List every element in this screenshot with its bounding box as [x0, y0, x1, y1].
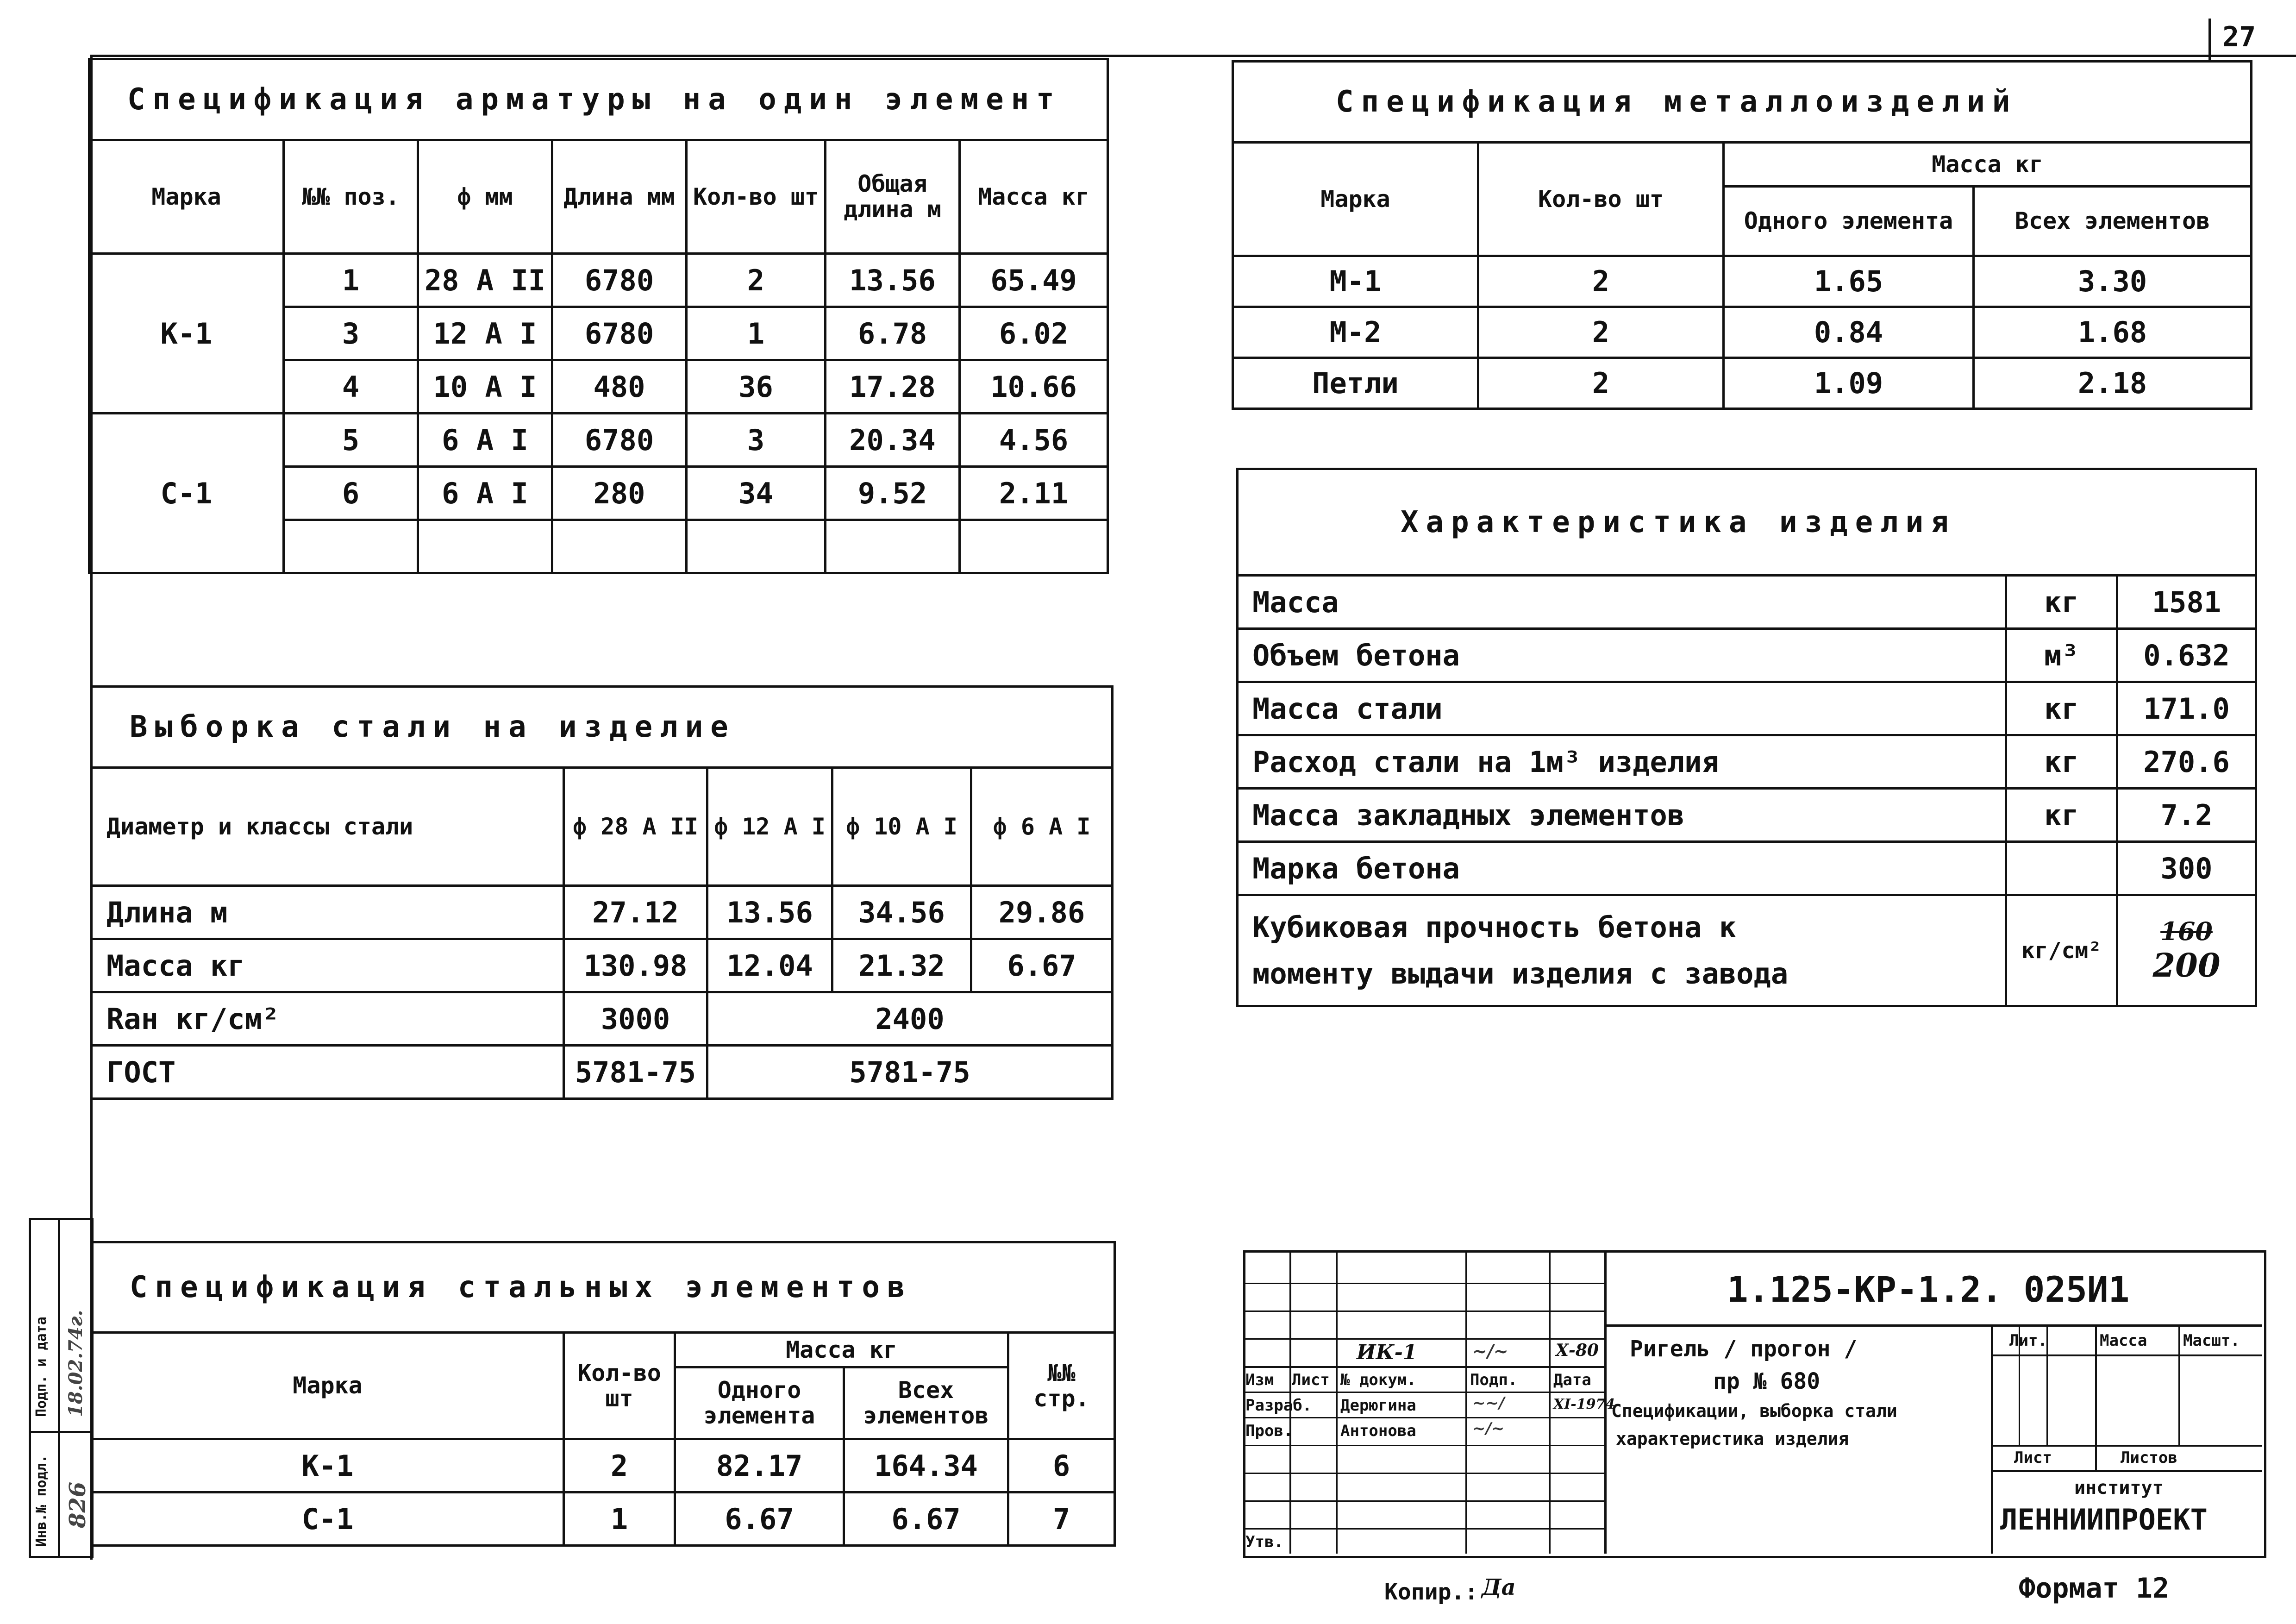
empty-cell — [687, 520, 826, 573]
label-sheet: Лист — [2014, 1448, 2052, 1467]
se-header-one: Одного элемента — [675, 1367, 844, 1439]
table-cell: 1.09 — [1724, 358, 1974, 409]
characteristic-value: 7.2 — [2117, 789, 2256, 842]
table-cell: 7 — [1008, 1492, 1115, 1546]
characteristic-unit — [2006, 842, 2117, 895]
table-cell: 5781-75 — [707, 1046, 1113, 1099]
empty-cell — [284, 520, 418, 573]
steel-header-label: Диаметр и классы стали — [92, 768, 564, 886]
table-cell: 0.84 — [1724, 307, 1974, 358]
table-cell: 6780 — [552, 307, 687, 360]
table-cell: 6780 — [552, 414, 687, 467]
characteristic-unit: м³ — [2006, 629, 2117, 682]
label-sheets: Листов — [2121, 1448, 2177, 1467]
table-cell: 2 — [1478, 358, 1724, 409]
inv-label: Инв.№ подл. — [33, 1455, 50, 1547]
table-cell: 1.68 — [1974, 307, 2252, 358]
armature-table — [88, 58, 1109, 574]
change-note: ИК-1 — [1357, 1341, 1417, 1364]
table-cell: Петли — [1233, 358, 1478, 409]
armature-mark: К-1 — [89, 254, 284, 414]
stamp-grid-line — [1243, 1392, 1604, 1393]
stamp-grid-line — [1991, 1354, 2262, 1356]
steel-table — [90, 685, 1114, 1100]
label-izm: Изм — [1245, 1371, 1274, 1389]
sign-label: Подп. и дата — [33, 1317, 50, 1417]
label-lit: Лит. — [2009, 1331, 2047, 1350]
table-cell: 1 — [284, 254, 418, 307]
stamp-grid-line — [1243, 1528, 1604, 1530]
table-cell: 34.56 — [832, 886, 971, 939]
se-header-mark: Марка — [92, 1333, 564, 1439]
institute-label: институт — [2074, 1477, 2164, 1499]
steel-column: ф 28 А II — [564, 768, 707, 886]
armature-title: Спецификация арматуры на один элемент — [89, 59, 1108, 140]
margin-row-divider — [29, 1431, 91, 1433]
copy-label: Копир.: — [1384, 1579, 1478, 1605]
se-header-mass: Масса кг — [675, 1333, 1008, 1367]
table-cell: 3000 — [564, 992, 707, 1046]
armature-mark: С-1 — [89, 414, 284, 573]
signature-icon: ~/~ — [1472, 1419, 1505, 1438]
table-cell: 2400 — [707, 992, 1113, 1046]
table-cell: 480 — [552, 360, 687, 414]
characteristic-label: Масса закладных элементов — [1238, 789, 2006, 842]
table-cell: 13.56 — [826, 254, 960, 307]
table-cell: 3 — [687, 414, 826, 467]
empty-cell — [960, 520, 1108, 573]
label-utv: Утв. — [1245, 1533, 1283, 1551]
characteristic-value: 300 — [2117, 842, 2256, 895]
table-cell: 130.98 — [564, 939, 707, 992]
armature-header: №№ поз. — [284, 140, 418, 254]
format-label: Формат 12 — [2019, 1572, 2170, 1605]
strength-value: 200 — [2152, 946, 2221, 984]
description-line3: Спецификации, выборка стали — [1611, 1401, 1897, 1421]
armature-header: Масса кг — [960, 140, 1108, 254]
metal-header-mark: Марка — [1233, 143, 1478, 256]
table-cell: 5781-75 — [564, 1046, 707, 1099]
signature-icon: ~/~ — [1472, 1341, 1508, 1361]
sign-value: 18.02.74г. — [65, 1310, 87, 1417]
empty-cell — [418, 520, 552, 573]
steel-column: ф 6 А I — [971, 768, 1113, 886]
label-razrab: Разраб. — [1245, 1396, 1312, 1415]
stamp-grid-line — [1991, 1470, 2262, 1472]
se-header-page: №№ стр. — [1008, 1333, 1115, 1439]
table-cell: 3 — [284, 307, 418, 360]
table-cell: 5 — [284, 414, 418, 467]
steel-title: Выборка стали на изделие — [92, 687, 1113, 768]
table-cell: 6.67 — [971, 939, 1113, 992]
metal-header-mass: Масса кг — [1724, 143, 2252, 187]
steel-ra-label: Raн кг/см² — [92, 992, 564, 1046]
stamp-grid-line — [1243, 1417, 1604, 1418]
stamp-grid-line — [1243, 1473, 1604, 1474]
characteristic-label: Марка бетона — [1238, 842, 2006, 895]
table-cell: 12 А I — [418, 307, 552, 360]
table-cell: 1 — [687, 307, 826, 360]
se-header-qty: Кол-во шт — [564, 1333, 675, 1439]
table-cell: 6.78 — [826, 307, 960, 360]
steel-gost-label: ГОСТ — [92, 1046, 564, 1099]
description-line2: пр № 680 — [1713, 1368, 1821, 1394]
characteristic-label: Расход стали на 1м³ изделия — [1238, 735, 2006, 789]
table-cell: 1 — [564, 1492, 675, 1546]
characteristic-unit: кг — [2006, 576, 2117, 629]
strength-old-value: 160 — [2160, 916, 2213, 946]
table-cell: К-1 — [92, 1439, 564, 1492]
stamp-grid-line — [1549, 1250, 1551, 1554]
metal-header-one: Одного элемента — [1724, 187, 1974, 256]
label-sign: Подп. — [1470, 1371, 1518, 1389]
change-date: Х-80 — [1556, 1341, 1599, 1360]
frame-top — [90, 55, 2296, 57]
table-cell: 4 — [284, 360, 418, 414]
table-cell: 6 — [284, 467, 418, 520]
stamp-grid-line — [1991, 1324, 1993, 1554]
sheet-number-divider — [2208, 19, 2211, 60]
table-cell: 36 — [687, 360, 826, 414]
characteristics-title: Характеристика изделия — [1238, 469, 2256, 576]
table-cell: 2.11 — [960, 467, 1108, 520]
table-cell: 21.32 — [832, 939, 971, 992]
table-cell: 82.17 — [675, 1439, 844, 1492]
table-cell: 280 — [552, 467, 687, 520]
empty-cell — [552, 520, 687, 573]
characteristic-unit: кг — [2006, 682, 2117, 735]
steel-elements-table — [90, 1241, 1116, 1547]
stamp-grid-line — [1465, 1250, 1467, 1554]
table-cell: 6 — [1008, 1439, 1115, 1492]
table-cell: 34 — [687, 467, 826, 520]
table-cell: 10.66 — [960, 360, 1108, 414]
se-header-all: Всех элементов — [844, 1367, 1008, 1439]
table-cell: 27.12 — [564, 886, 707, 939]
table-cell: 9.52 — [826, 467, 960, 520]
stamp-grid-line — [1243, 1283, 1604, 1284]
stamp-grid-line — [1991, 1445, 2262, 1447]
armature-header: ф мм — [418, 140, 552, 254]
table-cell: 3.30 — [1974, 256, 2252, 307]
armature-header: Марка — [89, 140, 284, 254]
document-code: 1.125-КР-1.2. 025И1 — [1727, 1269, 2130, 1310]
characteristic-value: 0.632 — [2117, 629, 2256, 682]
characteristic-label: Объем бетона — [1238, 629, 2006, 682]
strength-unit: кг/см² — [2006, 895, 2117, 1006]
stamp-grid-line — [1243, 1500, 1604, 1502]
steel-length-label: Длина м — [92, 886, 564, 939]
table-cell: 6.67 — [844, 1492, 1008, 1546]
label-masht: Масшт. — [2183, 1331, 2240, 1350]
steel-column: ф 10 А I — [832, 768, 971, 886]
razrab-date: XI-1974 — [1553, 1396, 1615, 1412]
table-cell: 2 — [1478, 307, 1724, 358]
label-prov: Пров. — [1245, 1422, 1293, 1440]
table-cell: 6 А I — [418, 467, 552, 520]
stamp-grid-line — [1243, 1366, 1604, 1368]
armature-header: Кол-во шт — [687, 140, 826, 254]
stamp-grid-line — [2178, 1324, 2180, 1445]
table-cell: 29.86 — [971, 886, 1113, 939]
sheet-number: 27 — [2222, 21, 2256, 53]
table-cell: 17.28 — [826, 360, 960, 414]
label-list: Лист — [1292, 1371, 1330, 1389]
label-date: Дата — [1553, 1371, 1591, 1389]
steel-elements-title: Спецификация стальных элементов — [92, 1242, 1115, 1333]
table-cell: 164.34 — [844, 1439, 1008, 1492]
table-cell: 2 — [687, 254, 826, 307]
characteristic-label: Масса — [1238, 576, 2006, 629]
characteristics-table — [1236, 468, 2257, 1007]
characteristic-value: 171.0 — [2117, 682, 2256, 735]
table-cell: 6780 — [552, 254, 687, 307]
metal-table — [1232, 60, 2252, 410]
characteristic-value: 1581 — [2117, 576, 2256, 629]
strength-label-line2: моменту выдачи изделия с завода — [1252, 956, 1789, 991]
table-cell: 2 — [564, 1439, 675, 1492]
stamp-grid-line — [1243, 1338, 1604, 1340]
empty-cell — [826, 520, 960, 573]
table-cell: 6.67 — [675, 1492, 844, 1546]
table-cell: 6.02 — [960, 307, 1108, 360]
characteristic-unit: кг — [2006, 789, 2117, 842]
metal-title: Спецификация металлоизделий — [1233, 62, 2252, 143]
table-cell: 1.65 — [1724, 256, 1974, 307]
table-cell: М-1 — [1233, 256, 1478, 307]
table-cell: 10 А I — [418, 360, 552, 414]
table-cell: 12.04 — [707, 939, 832, 992]
table-cell: М-2 — [1233, 307, 1478, 358]
characteristic-value: 270.6 — [2117, 735, 2256, 789]
razrab-name: Дерюгина — [1340, 1396, 1416, 1415]
steel-mass-label: Масса кг — [92, 939, 564, 992]
label-massa: Масса — [2100, 1331, 2147, 1350]
table-cell: 28 А II — [418, 254, 552, 307]
armature-header: Общая длина м — [826, 140, 960, 254]
margin-divider — [58, 1218, 60, 1556]
stamp-grid-line — [1336, 1250, 1338, 1554]
table-cell: 2.18 — [1974, 358, 2252, 409]
steel-column: ф 12 А I — [707, 768, 832, 886]
stamp-grid-line — [1243, 1445, 1604, 1446]
table-cell: С-1 — [92, 1492, 564, 1546]
armature-header: Длина мм — [552, 140, 687, 254]
characteristic-label: Масса стали — [1238, 682, 2006, 735]
stamp-grid-line — [2095, 1324, 2097, 1445]
metal-header-all: Всех элементов — [1974, 187, 2252, 256]
inv-value: 826 — [65, 1481, 91, 1528]
stamp-grid-line — [1243, 1310, 1604, 1312]
table-cell: 2 — [1478, 256, 1724, 307]
description-line1: Ригель / прогон / — [1630, 1336, 1858, 1362]
label-doc: № докум. — [1340, 1371, 1416, 1389]
table-cell: 20.34 — [826, 414, 960, 467]
stamp-grid-line — [1604, 1324, 2262, 1327]
signature-icon: ~~/ — [1472, 1394, 1505, 1412]
table-cell: 6 А I — [418, 414, 552, 467]
institute-name: ЛЕННИИПРОЕКТ — [2000, 1503, 2208, 1536]
copy-value: Да — [1482, 1574, 1516, 1600]
strength-label-line1: Кубиковая прочность бетона к — [1252, 910, 1737, 945]
table-cell: 65.49 — [960, 254, 1108, 307]
prov-name: Антонова — [1340, 1422, 1416, 1440]
stamp-grid-line — [2095, 1445, 2097, 1470]
table-cell: 13.56 — [707, 886, 832, 939]
description-line4: характеристика изделия — [1616, 1429, 1849, 1449]
table-cell: 4.56 — [960, 414, 1108, 467]
characteristic-unit: кг — [2006, 735, 2117, 789]
metal-header-qty: Кол-во шт — [1478, 143, 1724, 256]
